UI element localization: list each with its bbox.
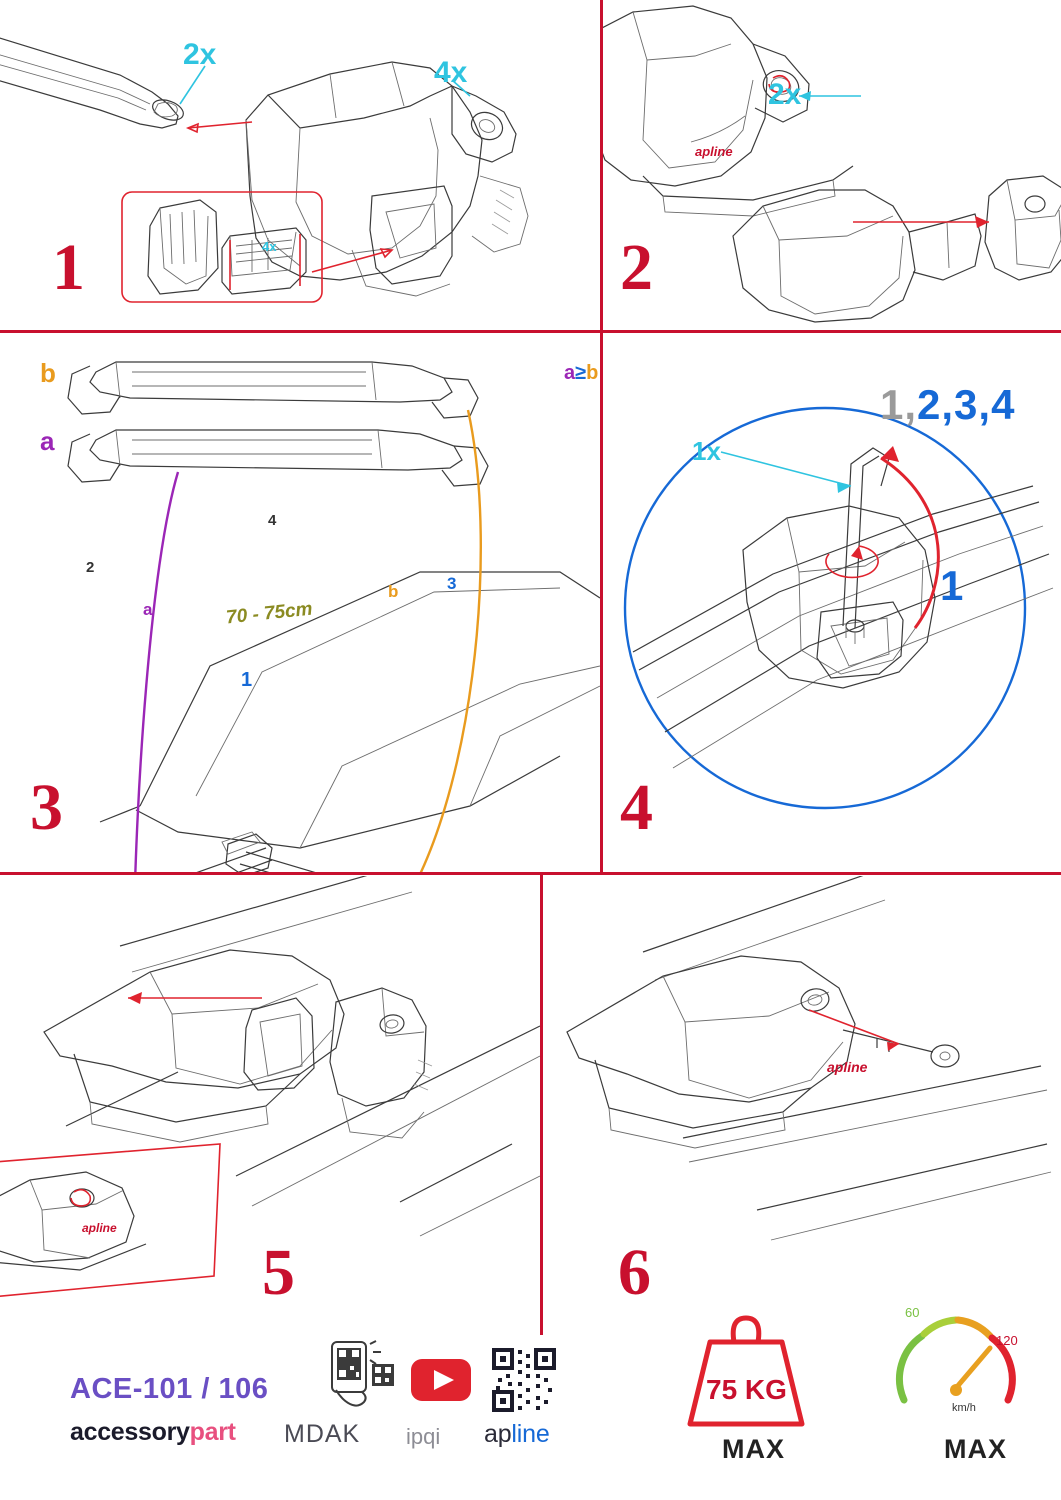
distance-label: 70 - 75cm (225, 598, 314, 629)
allen-key-drawing (843, 448, 889, 628)
step-number-6: 6 (618, 1236, 649, 1309)
speed-tick-max: 120 (996, 1333, 1018, 1348)
car-roof-drawing (100, 572, 600, 848)
mount-point-label-1: 1 (241, 669, 253, 691)
svg-text:apline: apline (827, 1059, 868, 1075)
step-number-1: 1 (52, 231, 83, 304)
locked-foot-inset (0, 1144, 220, 1300)
brand-accessorypart-part2: part (189, 1418, 236, 1446)
max-speed-label: MAX (944, 1434, 1007, 1464)
mount-point-label-2: 2 (86, 559, 95, 576)
brand-apline-part1: ap (484, 1420, 512, 1448)
foot-bar-connection (733, 176, 1061, 322)
max-weight-icon (676, 1300, 816, 1430)
mount-point-label-4: 4 (268, 512, 277, 529)
tightening-sequence-label: 1,2,3,4 (880, 381, 1016, 428)
foot-with-lock-drawing (567, 956, 868, 1148)
roof-surface-lines (66, 876, 540, 1236)
step-number-2: 2 (620, 231, 651, 304)
quantity-label-1x-key: 1x (692, 436, 721, 466)
product-code: ACE-101 / 106 (70, 1373, 269, 1405)
step-number-4: 4 (620, 771, 651, 844)
quantity-label-4x-pad: 4x (262, 239, 277, 254)
lock-tower-drawing (244, 988, 432, 1138)
crossbar-b-drawing (68, 362, 478, 418)
roof-bar-drawing (0, 35, 186, 128)
section-divider-1 (0, 330, 1061, 333)
condition-a: a (564, 362, 576, 384)
quantity-label-2x-bar: 2x (183, 38, 217, 71)
brand-ipqi: ipqi (406, 1424, 441, 1449)
mount-point-label-3: 3 (447, 574, 457, 593)
detail-zoom-circle (625, 408, 1025, 808)
speed-unit-label: km/h (952, 1402, 976, 1414)
step-number-3: 3 (30, 771, 61, 844)
brand-accessorypart (70, 1418, 236, 1447)
crossbar-a-drawing (68, 430, 488, 486)
crossbar-label-a: a (40, 426, 55, 456)
qr-code-icon (492, 1348, 556, 1412)
max-weight-label: MAX (722, 1434, 785, 1464)
crossbar-end-drawing (44, 950, 344, 1142)
foot-with-lock-cover (603, 6, 853, 216)
condition-label-a-ge-b (564, 363, 598, 383)
crossbar-label-b: b (40, 358, 56, 388)
step-6-illustration (543, 876, 1061, 1276)
brand-accessorypart-part1: accessory (70, 1418, 190, 1446)
condition-b: b (586, 362, 599, 384)
qr-phone-icon (318, 1340, 396, 1412)
quantity-label-4x-foot: 4x (434, 56, 468, 89)
step-number-5: 5 (262, 1236, 293, 1309)
svg-text:apline: apline (695, 144, 733, 159)
max-weight-value: 75 KG (706, 1374, 787, 1405)
brand-mdak: MDAK (284, 1420, 361, 1448)
svg-text:apline: apline (82, 1221, 117, 1235)
position-label-a: a (143, 600, 153, 619)
rubber-pad-inset (122, 192, 322, 302)
brand-apline-part2: line (511, 1420, 550, 1448)
position-label-b: b (388, 582, 399, 601)
assembly-arrows (180, 66, 470, 272)
torque-step-label: 1 (940, 562, 964, 609)
roof-surface-lines-6 (643, 876, 1051, 1240)
section-divider-2 (0, 872, 1061, 875)
youtube-icon[interactable] (410, 1358, 472, 1402)
roof-rail-drawing (633, 486, 1053, 768)
speed-tick-min: 60 (905, 1305, 920, 1320)
step-1-illustration (0, 0, 600, 330)
condition-operator: ≥ (575, 362, 587, 384)
rack-foot-drawing (246, 62, 528, 296)
quantity-label-2x-cover: 2x (768, 78, 802, 111)
brand-apline (484, 1420, 550, 1449)
step-2-illustration (603, 0, 1061, 330)
foot-detail-drawing (743, 506, 935, 688)
mounted-crossbars (40, 832, 522, 872)
